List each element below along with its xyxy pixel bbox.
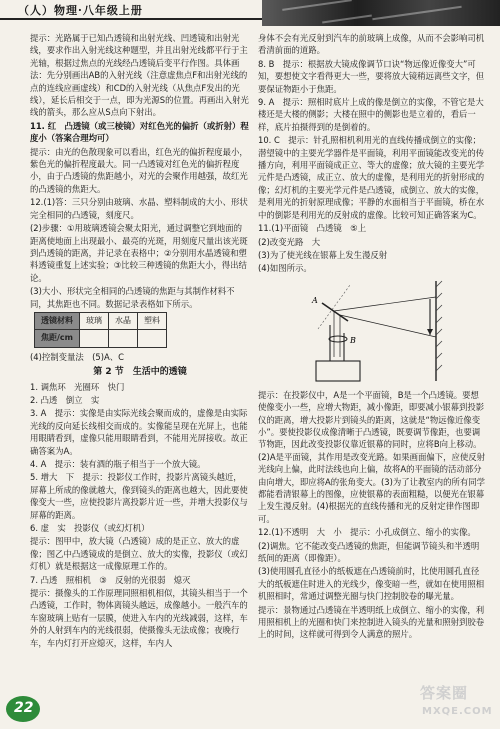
r-answer-12: 12.(1)不透明 大 小 提示：小孔成倒立、缩小的实像。 [258, 527, 476, 538]
projector-box [316, 361, 360, 381]
left-column [30, 32, 250, 650]
table-cell-plastic: 塑料 [138, 312, 167, 329]
ray-out-1 [334, 297, 436, 311]
s-answer-6: 6. 虚 实 投影仪（或幻灯机） [30, 523, 150, 534]
wall-hatch [436, 281, 442, 371]
q12-conclusion: (3)大小、形状完全相同的凸透镜的焦距与其制作材料不同，其焦距也不同。数据记录表格如下所示。 [30, 286, 235, 309]
projector-diagram [258, 277, 486, 387]
right-column [258, 32, 486, 642]
q11-answer: 11. 红 凸透镜（或三棱镜）对红色光的偏折（或折射）程度小（答案合理均可） [30, 120, 249, 144]
table-cell-crystal: 水晶 [109, 312, 138, 329]
section-title: 第 2 节 生活中的透镜 [93, 367, 187, 378]
q10-tip: 提示：光路属于已知凸透镜和出射光线、凹透镜和出射光线，要求作出入射光线这种题型，并且出射光线都平行于主光轴，根据过焦点的光线经凸透镜后变平行作图。具体画法：先分别画出AB的入射光线（注意虚焦点F和出射光线的点的连线应画虚线）和CD的入射光线（从焦点F发出的光线），延长后相交于一点，即为光源S的位置。再画出入射光线的箭头，那么应从S点向下射出。 [30, 33, 249, 118]
header-banner-image [262, 0, 500, 26]
image-arrow-head [427, 329, 433, 335]
s-answer-1: 1. 调焦环 光圈环 快门 [30, 381, 125, 392]
table-header-material: 透镜材料 [35, 312, 80, 329]
r-answer-12-tip: 提示：景物通过凸透镜在半透明纸上成倒立、缩小的实像，利用照相机上的光圈和快门来控制进入镜头的光量和照射到胶卷上的时间，这样就可得到令人满意的照片。 [258, 604, 485, 640]
s-answer-2: 2. 凸透 倒立 实 [30, 394, 100, 405]
page-header [0, 0, 500, 26]
s-answer-5: 5. 增大 下 提示：投影仪工作时，投影片离镜头越近，屏幕上所成的像就越大，像到镜头的距离也越大，因此要使像变大一些，应使投影片离投影片近一些，并增大投影仪与屏幕的距离。 [30, 472, 248, 520]
s-answer-6-tip: 提示：图甲中，放大镜（凸透镜）成的是正立、放大的虚像；图乙中凸透镜成的是倒立、放大的实像，投影仪（或幻灯机）就是根据这一成像原理工作的。 [30, 536, 248, 572]
table-cell-glass: 玻璃 [80, 312, 109, 329]
header-rule [0, 18, 262, 20]
q12-steps: (2)步骤：①用玻璃透镜会聚太阳光，通过调整它到地面的距离使地面上出现最小、最亮的光斑，用刻度尺量出该光斑到凸透镜的距离，并记录在表格中；②分别用水晶透镜和塑料透镜重复上述实验；③比较三种透镜的焦距大小，得出结论。 [30, 223, 248, 283]
s-answer-3: 3. A 提示：实像是由实际光线会聚而成的，虚像是由实际光线的反向延长线相交而成的。实像能呈现在光屏上，也能用眼睛看到，虚像只能用眼睛看到，不能用光屏接收。故正确答案为A。 [30, 408, 248, 456]
page-number-badge [6, 694, 46, 724]
r-answer-11-2: (2)改变光路 大 [258, 236, 321, 247]
table-cell-empty [109, 330, 138, 347]
ray-out-2 [340, 315, 436, 337]
r-answer-8: 8. B 提示：根据放大镜成像调节口诀“物远像近像变大”可知，要想使文字看得更大一些，要将放大镜稍远离些文字，但要保证物距小于焦距。 [258, 58, 485, 94]
q12-method: (4)控制变量法 (5)A、C [30, 351, 124, 362]
r-answer-9: 9. A 提示：照相时底片上成的像是倒立的实像，不管它是大楼还是大楼的侧影；大楼在照中的侧影也是立着的，看后一样，底片拍摄得到的是倒着的。 [258, 97, 484, 132]
watermark-url: MXQE.COM [422, 706, 493, 717]
s-answer-7: 7. 凸透 照相机 ③ 反射的光很弱 熄灭 [30, 574, 191, 585]
table-row [35, 312, 167, 329]
table-row [35, 330, 167, 347]
projector-figure [258, 277, 486, 387]
s-answer-7-tip: 提示：摄像头的工作原理同照相机相似，其镜头相当于一个凸透镜，工作时，物体离镜头越远，成像越小。一般汽车的车窗玻璃上贴有一层膜，使进入车内的光线减弱，这样，车外的人射到车内的光线很弱，使摄像头无法成像；夜晚行车，车内灯打开应熄灭，这样，车内人 [30, 588, 248, 648]
book-title: （人）物理·八年级上册 [18, 4, 143, 17]
lens-material-table [34, 312, 167, 348]
watermark-logo [420, 682, 500, 726]
label-b: B [350, 335, 356, 345]
r-answer-11-tip: 提示：在投影仪中，A是一个平面镜，B是一个凸透镜。要想使像变小一些，应增大物距，减小像距，即要减小银幕到投影仪的距离，增大投影片到镜头的距离，这就是“物远像近像变小”。要使投影仪成像清晰于凸透镜，既要调节像距，也要调节物距，因此改变投影仪靠近银幕的同时，应将B向上移动。(2)A是平面镜，其作用是改变光路。如果画面偏下，应使反射光线向上偏，此时法线也向上偏，故将A的平面镜的活动部分由向增大，即应将A的张角变大。(3)为了让教室内的所有同学都能看清银幕上的图像，应使银幕的表面粗糙，以便光在银幕上发生漫反射。(4)根据光的直线传播和光的反射定律作图即可。 [258, 389, 485, 524]
r-answer-12-3: (3)使用圆孔直径小的纸板遮在凸透镜前时，比使用圆孔直径大的纸板遮住时进入的光线少，像变暗一些，就如在使用照相机照相时，常通过调整光圈与快门控制胶卷的曝光量。 [258, 566, 485, 602]
page-number: 22 [14, 700, 34, 716]
r-answer-11-3: (3)为了使光线在银幕上发生漫反射 [258, 249, 388, 260]
r-answer-11: 11.(1)平面镜 凸透镜 ⑤上 [258, 223, 367, 234]
continued-text: 身体不会有光反射到汽车的前玻璃上成像，从而不会影响司机看清前面的道路。 [258, 33, 485, 56]
label-a: A [312, 295, 318, 305]
table-header-focal: 焦距/cm [35, 330, 80, 347]
q12-answer: 12.(1)答：三只分别由玻璃、水晶、塑料制成的大小、形状完全相同的凸透镜，刻度尺。 [30, 197, 248, 220]
r-answer-10: 10. C 提示：针孔照相机利用光的直线传播成倒立的实像；潜望镜中的主要光学器件是平面镜，利用平面镜能改变光的传播方向，利用平面镜成正立、等大的虚像；放大镜的主要光学元件是凸透镜，成正立、放大的虚像，是利用光的折射形成的像；幻灯机的主要光学元件是凸透镜，成倒立、放大的实像，是利用光的折射原理成像；平静的水面相当于平面镜，桥在水中的倒影是利用光的反射成的虚像。比较可知正确答案为C。 [258, 135, 485, 220]
table-cell-empty [138, 330, 167, 347]
table-cell-empty [80, 330, 109, 347]
r-answer-11-4: (4)如图所示。 [258, 263, 312, 274]
watermark-text: 答案圈 [420, 684, 469, 702]
s-answer-4: 4. A 提示：装有酒的瓶子相当于一个放大镜。 [30, 459, 206, 469]
q11-tip: 提示：由光的色散现象可以看出，红色光的偏折程度最小，紫色光的偏折程度最大。同一凸透镜对红色光的偏折程度小，由于凸透镜的焦距越小，对光的会聚作用越强，故红光的凸透镜的焦距大。 [30, 146, 248, 194]
r-answer-12-2: (2)调焦。它不能改变凸透镜的焦距，但能调节镜头和半透明纸间的距离（即像距）。 [258, 540, 480, 563]
